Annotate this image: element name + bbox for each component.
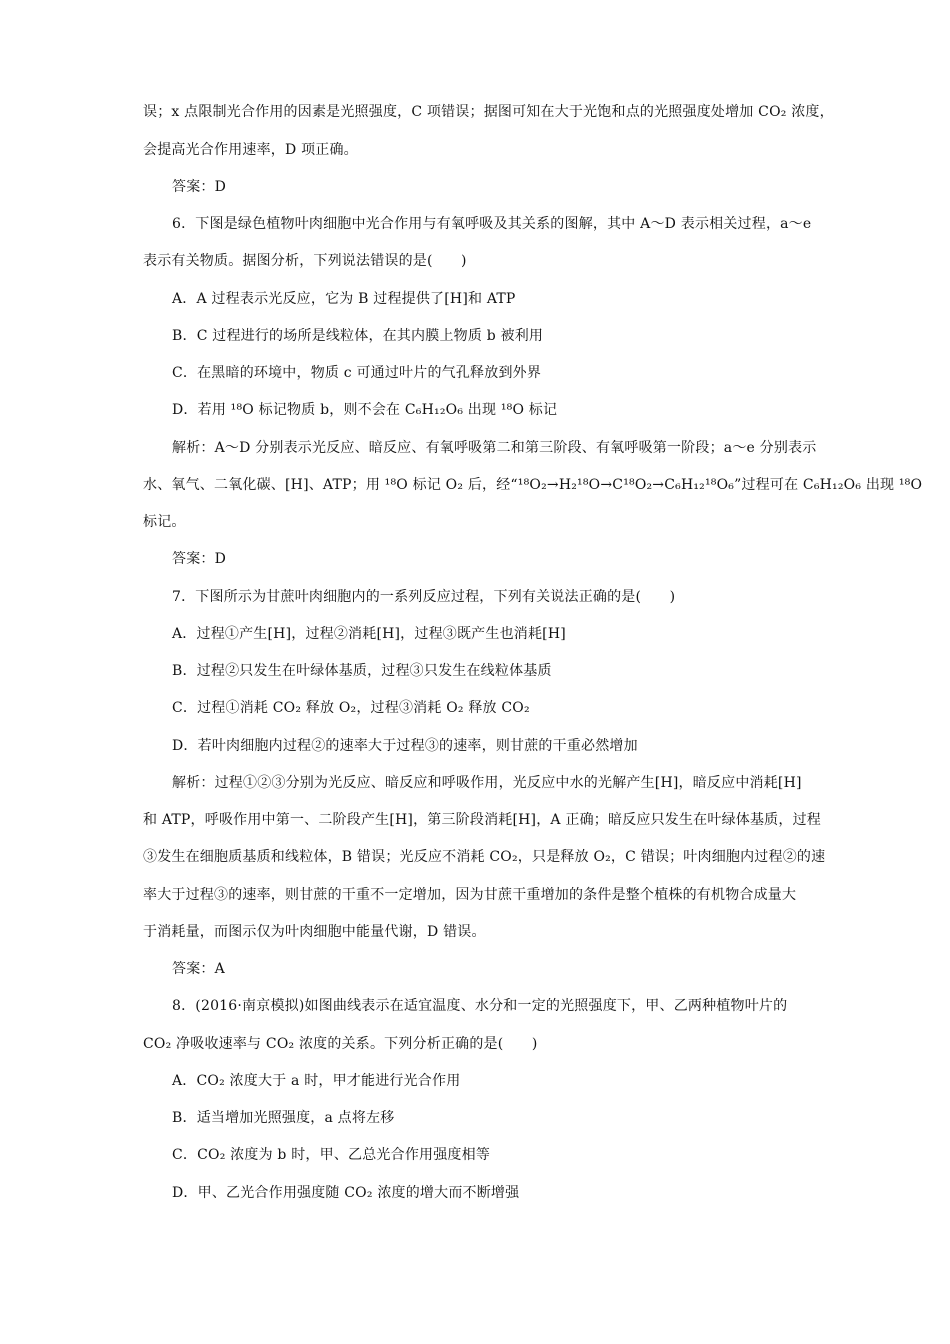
answer-line: 答案：D xyxy=(172,179,227,195)
question-stem: 8．(2016·南京模拟)如图曲线表示在适宜温度、水分和一定的光照强度下，甲、乙两种植物叶片的 xyxy=(172,998,788,1014)
analysis-line: 和 ATP，呼吸作用中第一、二阶段产生[H]，第三阶段消耗[H]，A 正确；暗反应只发生在叶绿体基质，过程 xyxy=(143,812,821,828)
option-line: D．甲、乙光合作用强度随 CO₂ 浓度的增大而不断增强 xyxy=(172,1185,520,1201)
analysis-line: 解析：过程①②③分别为光反应、暗反应和呼吸作用，光反应中水的光解产生[H]，暗反应中消耗[H] xyxy=(172,775,802,791)
option-line: B．适当增加光照强度，a 点将左移 xyxy=(172,1110,395,1126)
question-stem: CO₂ 净吸收速率与 CO₂ 浓度的关系。下列分析正确的是( ) xyxy=(143,1036,538,1052)
option-line: A．A 过程表示光反应，它为 B 过程提供了[H]和 ATP xyxy=(172,291,516,307)
option-line: D．若叶肉细胞内过程②的速率大于过程③的速率，则甘蔗的干重必然增加 xyxy=(172,738,638,754)
analysis-line: 率大于过程③的速率，则甘蔗的干重不一定增加，因为甘蔗干重增加的条件是整个植株的有机物合成量大 xyxy=(143,887,797,903)
option-line: C．过程①消耗 CO₂ 释放 O₂，过程③消耗 O₂ 释放 CO₂ xyxy=(172,700,530,716)
text-line: 误；x 点限制光合作用的因素是光照强度，C 项错误；据图可知在大于光饱和点的光照强度处增加 CO₂ 浓度， xyxy=(143,104,834,120)
option-line: D．若用 ¹⁸O 标记物质 b，则不会在 C₆H₁₂O₆ 出现 ¹⁸O 标记 xyxy=(172,402,558,418)
answer-line: 答案：A xyxy=(172,961,225,977)
option-line: A．过程①产生[H]，过程②消耗[H]，过程③既产生也消耗[H] xyxy=(172,626,566,642)
analysis-line: 标记。 xyxy=(143,514,186,530)
option-line: C．在黑暗的环境中，物质 c 可通过叶片的气孔释放到外界 xyxy=(172,365,542,381)
question-stem: 6．下图是绿色植物叶肉细胞中光合作用与有氧呼吸及其关系的图解，其中 A～D 表示相关过程，a～e xyxy=(172,216,812,232)
analysis-line: 水、氧气、二氧化碳、[H]、ATP；用 ¹⁸O 标记 O₂ 后，经“¹⁸O₂→H₂¹⁸O→C¹⁸O₂→C₆H₁₂¹⁸O₆”过程可在 C₆H₁₂O₆ 出现 ¹⁸O xyxy=(143,477,923,493)
question-stem: 表示有关物质。据图分析，下列说法错误的是( ) xyxy=(143,253,467,269)
analysis-line: ③发生在细胞质基质和线粒体，B 错误；光反应不消耗 CO₂，只是释放 O₂，C 错误；叶肉细胞内过程②的速 xyxy=(143,849,826,865)
option-line: B．过程②只发生在叶绿体基质，过程③只发生在线粒体基质 xyxy=(172,663,552,679)
analysis-line: 解析：A～D 分别表示光反应、暗反应、有氧呼吸第二和第三阶段、有氧呼吸第一阶段；a～e 分别表示 xyxy=(172,440,817,456)
analysis-line: 于消耗量，而图示仅为叶肉细胞中能量代谢，D 错误。 xyxy=(143,924,486,940)
option-line: B．C 过程进行的场所是线粒体，在其内膜上物质 b 被利用 xyxy=(172,328,544,344)
answer-line: 答案：D xyxy=(172,551,227,567)
option-line: A．CO₂ 浓度大于 a 时，甲才能进行光合作用 xyxy=(172,1073,461,1089)
text-line: 会提高光合作用速率，D 项正确。 xyxy=(143,142,358,158)
question-stem: 7．下图所示为甘蔗叶肉细胞内的一系列反应过程，下列有关说法正确的是( ) xyxy=(172,589,676,605)
option-line: C．CO₂ 浓度为 b 时，甲、乙总光合作用强度相等 xyxy=(172,1147,491,1163)
